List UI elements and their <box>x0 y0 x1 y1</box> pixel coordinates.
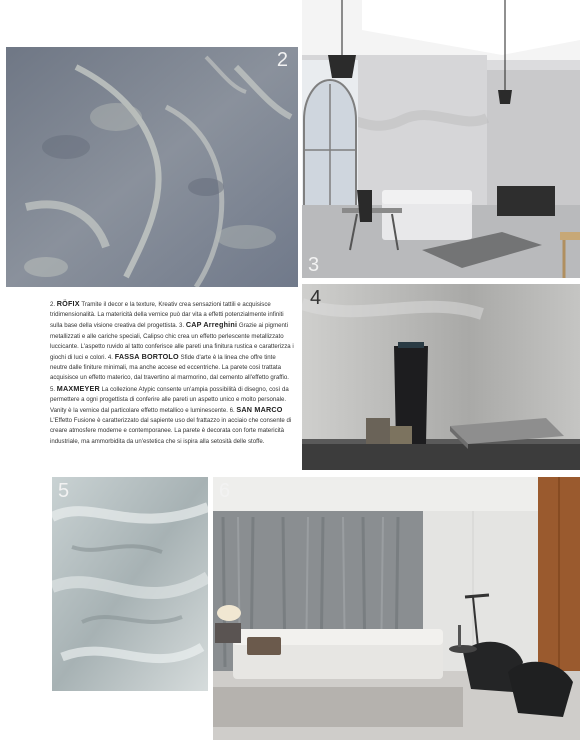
caption-text: Sfide d'arte è la linea che offre tinte neutre dalle finiture minimali, ma anche accese ed eccentriche. La parete così trattata acquisisce un effetto materico, dal travertino al marmorino, dal cemento all'effetto graffio. 5. <box>50 354 289 393</box>
caption-text: Grazie ai pigmenti metallizzati e alle cariche speciali, Calipso chic crea un effetto perlescente metallizzato luccicante. L'aspetto ruvido al tatto conferisce alle pareti una finitura rustica e caratterizza i giochi di luci e colori. 4. <box>50 322 294 362</box>
photo-number-5: 5 <box>58 480 70 502</box>
photo-number-4: 4 <box>310 287 322 309</box>
loft-interior-graphic <box>302 0 580 278</box>
silver-texture-graphic <box>52 477 208 691</box>
living-room-graphic <box>213 477 580 740</box>
caption-text: L'Effetto Fusione è caratterizzato dal sapiente uso del frattazzo in acciaio che consente di creare atmosfere moderne e contemporanee. La parete è decorata con forte matericità industriale, ma ammorbidita da un'estetica che si ispira alla setosità delle stoffe. <box>50 417 292 445</box>
caption-text: 2. <box>50 301 57 308</box>
brand-name: RÖFIX <box>56 299 80 308</box>
photo-number-6: 6 <box>219 480 231 502</box>
brand-name: MAXMEYER <box>56 383 100 393</box>
stilllife-photo-4 <box>302 284 580 470</box>
texture-photo-2 <box>6 47 298 287</box>
brand-name: FASSA BORTOLO <box>114 352 179 362</box>
photo-number-3: 3 <box>308 254 320 276</box>
photo-number-2: 2 <box>276 49 288 71</box>
interior-photo-3 <box>302 0 580 278</box>
interior-photo-6 <box>213 477 580 740</box>
article-caption <box>50 299 294 447</box>
brand-name: CAP Arreghini <box>185 320 238 330</box>
still-life-graphic <box>302 284 580 470</box>
texture-photo-5 <box>52 477 208 691</box>
caption-text: La collezione Atypic consente un'ampia possibilità di disegno, così da permettere a ogni progettista di conferire alle pareti un aspetto unico e molto personale. Vanity è la vernice dal particolare effetto metallico e luminescente. 6. <box>50 385 289 415</box>
brand-name: SAN MARCO <box>236 405 283 415</box>
caption-text: Tramite il decor e la texture, Kreativ crea sensazioni tattili e acquisisce tridimensionalità. La matericità della vernice può dar vita a effetti potenzialmente infiniti sulla base della visione creativa del progettista. 3. <box>50 301 284 330</box>
stone-texture-graphic <box>6 47 298 287</box>
